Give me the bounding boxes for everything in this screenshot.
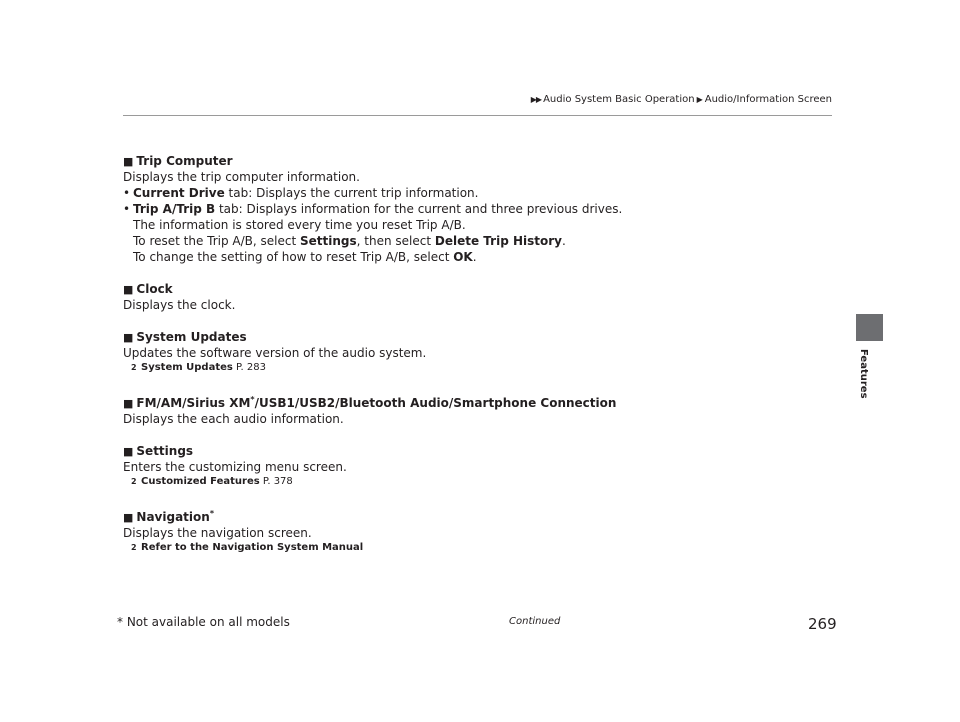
section-system-updates <box>123 330 723 375</box>
section-description: Enters the customizing menu screen. <box>123 460 347 474</box>
section-tab-marker <box>856 314 883 341</box>
breadcrumb-item[interactable]: Audio/Information Screen <box>704 94 832 105</box>
section-heading: ■ Trip Computer <box>123 154 233 168</box>
section-description: Displays the clock. <box>123 298 236 312</box>
section-audio-sources <box>123 392 723 427</box>
section-description: Displays the trip computer information. <box>123 170 360 184</box>
section-description: Displays the each audio information. <box>123 412 344 426</box>
square-bullet-icon: ■ <box>123 397 134 410</box>
section-heading: ■ FM/AM/Sirius XM*/USB1/USB2/Bluetooth Audio/Smartphone Connection <box>123 395 617 410</box>
cross-reference-link[interactable]: 2 Customized Features P. 378 <box>131 476 293 487</box>
footnote: * Not available on all models <box>117 615 290 629</box>
square-bullet-icon: ■ <box>123 331 134 344</box>
section-heading: ■ Navigation* <box>123 509 214 524</box>
section-settings <box>123 444 723 489</box>
list-item-detail: To change the setting of how to reset Trip A/B, select OK. <box>133 250 477 264</box>
section-heading: ■ Clock <box>123 282 173 296</box>
double-arrow-icon: ▶▶ <box>530 95 542 104</box>
list-item-detail: The information is stored every time you reset Trip A/B. <box>133 218 466 232</box>
section-description: Updates the software version of the audio system. <box>123 346 427 360</box>
section-clock <box>123 282 723 313</box>
reference-arrow-icon: 2 <box>131 543 137 552</box>
reference-arrow-icon: 2 <box>131 477 137 486</box>
arrow-icon: ▶ <box>696 95 703 104</box>
bullet-icon: • <box>123 202 131 216</box>
section-description: Displays the navigation screen. <box>123 526 312 540</box>
list-item: • Trip A/Trip B tab: Displays information for the current and three previous drives. <box>123 202 623 216</box>
breadcrumb-item[interactable]: Audio System Basic Operation <box>543 94 695 105</box>
square-bullet-icon: ■ <box>123 155 134 168</box>
square-bullet-icon: ■ <box>123 283 134 296</box>
header-divider <box>123 115 832 116</box>
section-heading: ■ Settings <box>123 444 194 458</box>
page-number: 269 <box>808 615 837 633</box>
section-tab-label: Features <box>858 349 869 399</box>
bullet-icon: • <box>123 186 131 200</box>
list-item-detail: To reset the Trip A/B, select Settings, then select Delete Trip History. <box>133 234 566 248</box>
page-content <box>123 154 723 572</box>
reference-arrow-icon: 2 <box>131 363 137 372</box>
section-navigation <box>123 506 723 555</box>
square-bullet-icon: ■ <box>123 511 134 524</box>
cross-reference-link[interactable]: 2 Refer to the Navigation System Manual <box>131 542 364 553</box>
section-heading: ■ System Updates <box>123 330 247 344</box>
section-trip-computer <box>123 154 723 265</box>
list-item: • Current Drive tab: Displays the current trip information. <box>123 186 479 200</box>
square-bullet-icon: ■ <box>123 445 134 458</box>
cross-reference-link[interactable]: 2 System Updates P. 283 <box>131 362 266 373</box>
breadcrumb <box>531 94 832 105</box>
continued-label: Continued <box>509 616 561 627</box>
